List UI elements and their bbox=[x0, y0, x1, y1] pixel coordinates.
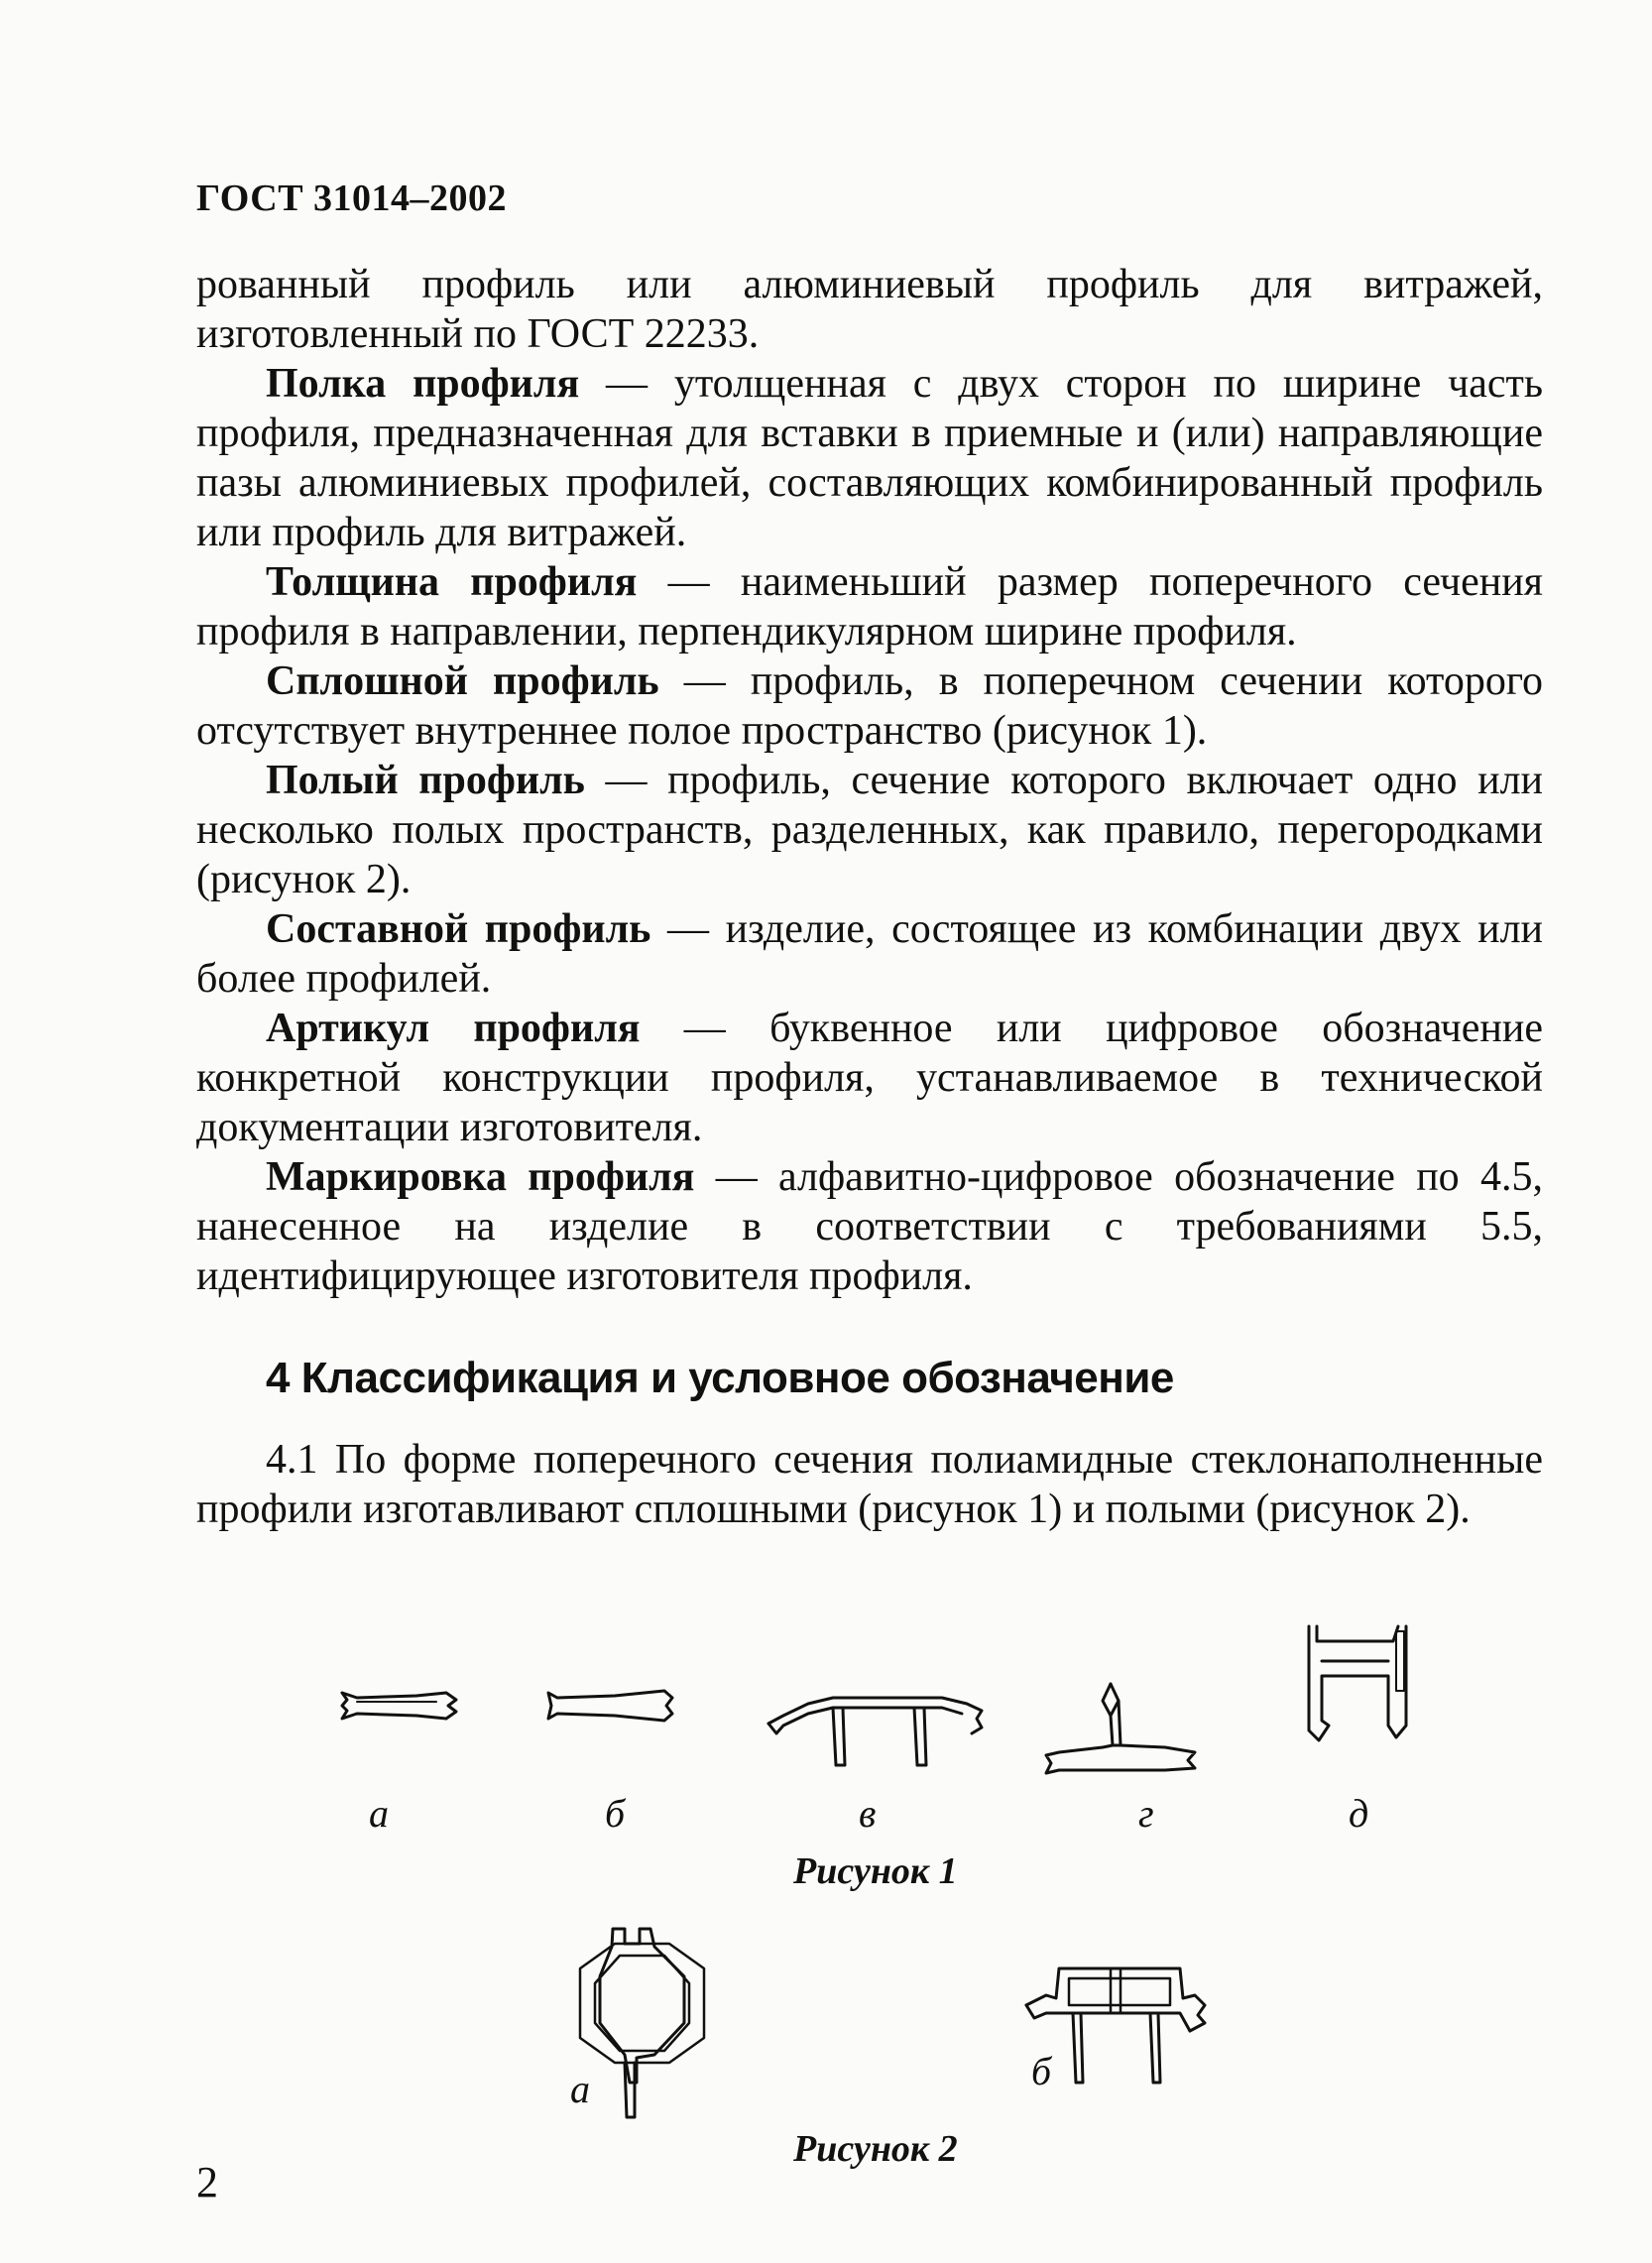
definition-term: Полый профиль bbox=[266, 758, 585, 803]
section-title: 4 Классификация и условное обозначение bbox=[266, 1354, 1174, 1402]
definition-text: — алфавитно-цифровое обозначение по 4.5, нанесенное на изделие в соответствии с требованиями 5.5, идентифицирующее изготовителя профиля. bbox=[196, 1154, 1543, 1299]
definition-text: — буквенное или цифровое обозначение конкретной конструкции профиля, устанавливаемое в технической документации изготовителя. bbox=[196, 1006, 1543, 1150]
definition-text: — профиль, сечение которого включает одно или несколько полых пространств, разделенных, как правило, перегородками (рисунок 2). bbox=[196, 758, 1543, 902]
figure1-label-d: д bbox=[1349, 1791, 1369, 1836]
figure1-g-profile bbox=[1046, 1684, 1195, 1773]
figure2-b-profile bbox=[1026, 1968, 1205, 2083]
figure1-label-g: г bbox=[1138, 1791, 1154, 1836]
figure1-label-a: а bbox=[369, 1791, 389, 1836]
figure2-caption: Рисунок 2 bbox=[793, 2128, 958, 2170]
figure1-label-b: б bbox=[605, 1791, 626, 1836]
definition-text: — изделие, состоящее из комбинации двух или более профилей. bbox=[196, 906, 1544, 1002]
section-paragraph-text: 4.1 По форме поперечного сечения полиамидные стеклонаполненные профили изготавливают сплошными (рисунок 1) и полыми (рисунок 2). bbox=[196, 1437, 1543, 1532]
definition-term: Маркировка профиля bbox=[266, 1154, 695, 1200]
definition-term: Составной профиль bbox=[266, 906, 651, 952]
figure2-label-b: б bbox=[1031, 2049, 1052, 2093]
figure1-v-profile bbox=[768, 1698, 982, 1765]
figure1-b-profile bbox=[548, 1691, 672, 1721]
definition-text: — профиль, в поперечном сечении которого отсутствует внутреннее полое пространство (рисунок 1). bbox=[196, 658, 1544, 754]
figure1-d-profile bbox=[1309, 1626, 1406, 1740]
page-number: 2 bbox=[196, 2158, 218, 2206]
figure1-caption: Рисунок 1 bbox=[793, 1850, 958, 1892]
paragraph-text: рованный профиль или алюминиевый профиль для витражей, изготовленный по ГОСТ 22233. bbox=[196, 262, 1543, 357]
definition-term: Артикул профиля bbox=[266, 1006, 641, 1051]
definition-term: Полка профиля bbox=[266, 361, 580, 407]
figure1-label-v: в bbox=[859, 1791, 877, 1836]
figure2-a-profile bbox=[580, 1929, 704, 2117]
document-header: ГОСТ 31014–2002 bbox=[196, 178, 508, 219]
definition-term: Толщина профиля bbox=[266, 559, 638, 605]
definition-text: — утолщенная с двух сторон по ширине часть профиля, предназначенная для вставки в приемные и (или) направляющие пазы алюминиевых профилей, составляющих комбинированный профиль или профиль для витражей. bbox=[196, 361, 1543, 555]
figure2-label-a: а bbox=[570, 2067, 590, 2111]
figure1-a-profile bbox=[342, 1693, 456, 1719]
definition-text: — наименьший размер поперечного сечения профиля в направлении, перпендикулярном ширине профиля. bbox=[196, 559, 1543, 655]
definition-term: Сплошной профиль bbox=[266, 658, 659, 704]
